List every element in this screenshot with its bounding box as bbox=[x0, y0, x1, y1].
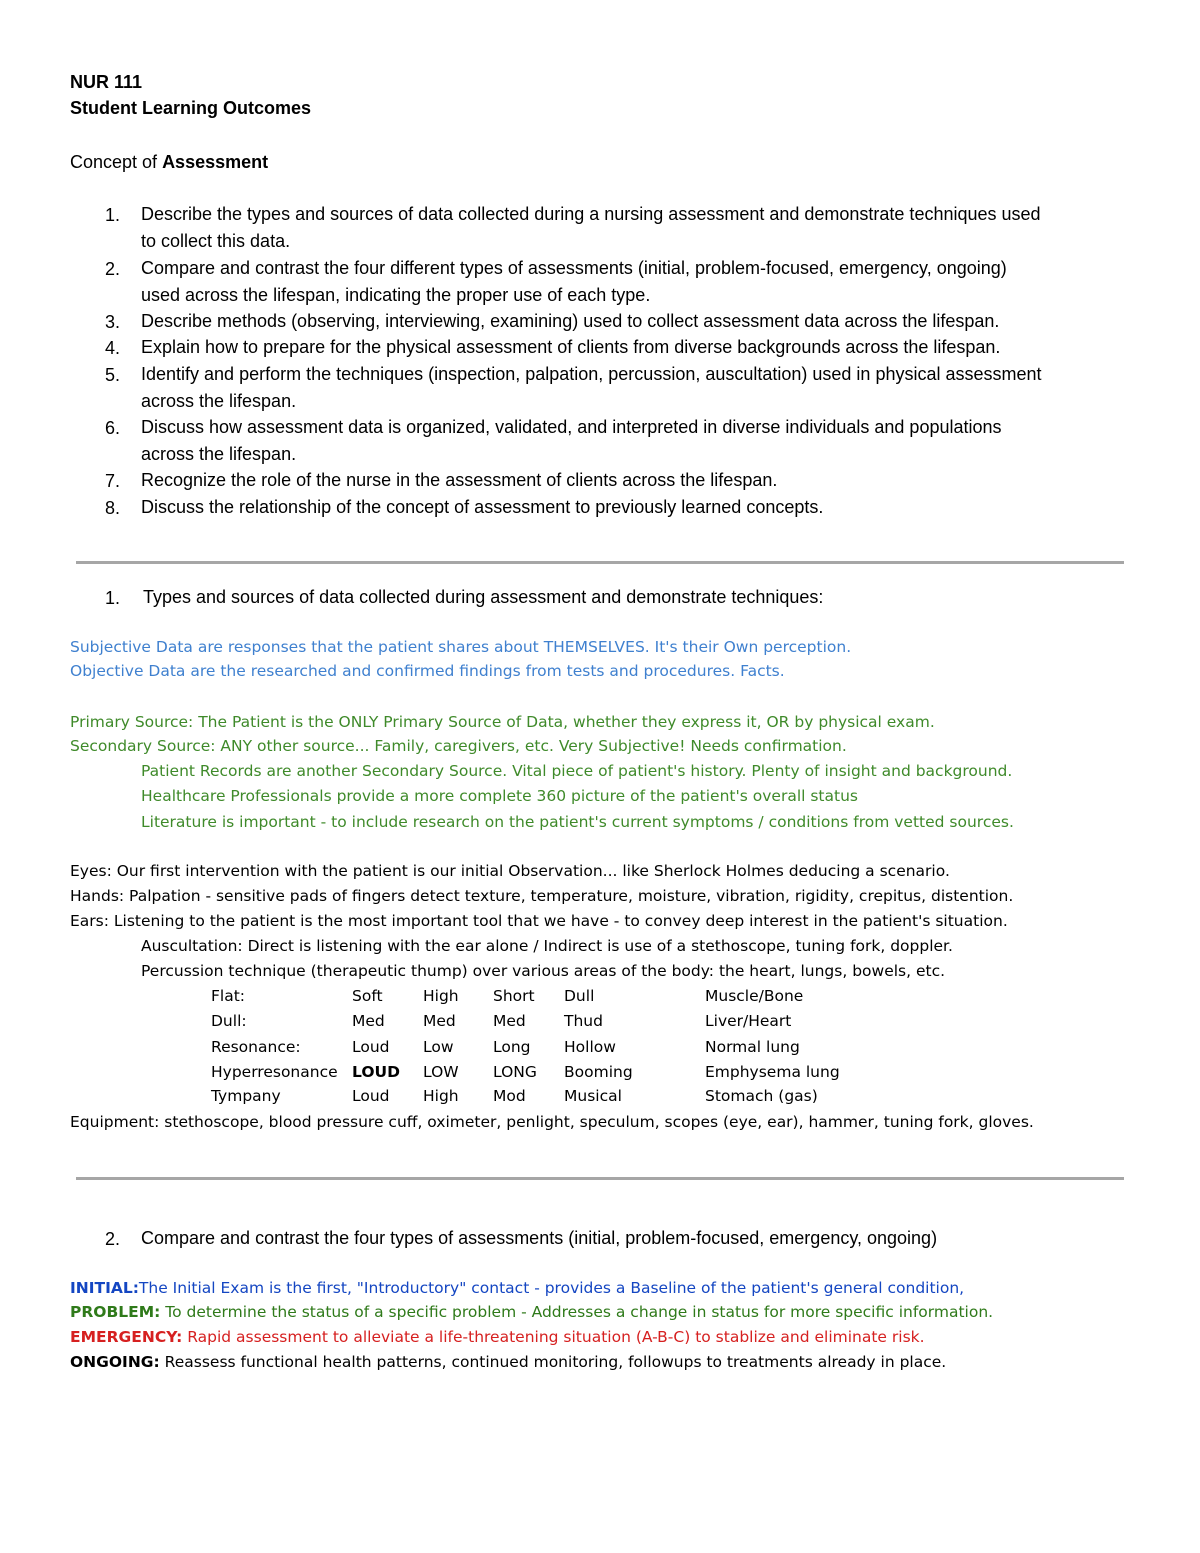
table-cell-intensity: LOUD bbox=[352, 1063, 400, 1081]
list-item-number: 5. bbox=[105, 365, 121, 385]
hands-text: Hands: Palpation - sensitive pads of fingers detect texture, temperature, moisture, vibration, rigidity, crepitus, distention. bbox=[70, 887, 1014, 905]
list-item-number: 1. bbox=[105, 205, 121, 225]
course-code: NUR 111 bbox=[70, 72, 143, 92]
table-cell-name: Flat: bbox=[211, 987, 246, 1005]
eyes-text: Eyes: Our first intervention with the patient is our initial Observation... like Sherlock Holmes deducing a scenario. bbox=[70, 862, 950, 880]
table-cell-pitch: Low bbox=[423, 1038, 454, 1056]
percussion-text: Percussion technique (therapeutic thump) over various areas of the body: the heart, lungs, bowels, etc. bbox=[141, 962, 946, 980]
section-divider bbox=[76, 1177, 1124, 1180]
section2-number: 2. bbox=[105, 1229, 121, 1249]
table-cell-quality: Thud bbox=[564, 1012, 603, 1030]
table-cell-duration: Mod bbox=[493, 1087, 526, 1105]
table-cell-intensity: Soft bbox=[352, 987, 383, 1005]
page-title: Student Learning Outcomes bbox=[70, 98, 312, 118]
table-cell-duration: Long bbox=[493, 1038, 531, 1056]
section1-number: 1. bbox=[105, 588, 121, 608]
equipment-text: Equipment: stethoscope, blood pressure cuff, oximeter, penlight, speculum, scopes (eye, ear), hammer, tuning fork, gloves. bbox=[70, 1113, 1034, 1131]
emergency-text: Rapid assessment to alleviate a life-threatening situation (A-B-C) to stablize and eliminate risk. bbox=[182, 1328, 925, 1346]
table-cell-location: Emphysema lung bbox=[705, 1063, 840, 1081]
problem-text: To determine the status of a specific problem - Addresses a change in status for more specific information. bbox=[160, 1303, 994, 1321]
table-cell-intensity: Loud bbox=[352, 1087, 390, 1105]
table-cell-duration: Med bbox=[493, 1012, 526, 1030]
table-cell-pitch: High bbox=[423, 1087, 459, 1105]
list-item-line1: Compare and contrast the four different types of assessments (initial, problem-focused, emergency, ongoing) bbox=[141, 258, 1007, 278]
patient-records-text: Patient Records are another Secondary Source. Vital piece of patient's history. Plenty of insight and background. bbox=[141, 762, 1013, 780]
table-cell-pitch: High bbox=[423, 987, 459, 1005]
list-item-number: 7. bbox=[105, 471, 121, 491]
initial-text: The Initial Exam is the first, "Introductory" contact - provides a Baseline of the patient's general condition, bbox=[138, 1279, 965, 1297]
list-item-line2: across the lifespan. bbox=[141, 444, 297, 464]
problem-label: PROBLEM: bbox=[70, 1303, 161, 1321]
concept-prefix: Concept of bbox=[70, 152, 163, 172]
list-item-number: 3. bbox=[105, 312, 121, 332]
ongoing-label: ONGOING: bbox=[70, 1353, 160, 1371]
list-item-line1: Explain how to prepare for the physical assessment of clients from diverse backgrounds across the lifespan. bbox=[141, 337, 1001, 357]
list-item-line1: Identify and perform the techniques (inspection, palpation, percussion, auscultation) used in physical assessment bbox=[141, 364, 1042, 384]
ongoing-text: Reassess functional health patterns, continued monitoring, followups to treatments already in place. bbox=[159, 1353, 947, 1371]
table-cell-quality: Hollow bbox=[564, 1038, 616, 1056]
section1-heading: Types and sources of data collected during assessment and demonstrate techniques: bbox=[143, 587, 824, 607]
table-cell-pitch: Med bbox=[423, 1012, 456, 1030]
initial-label: INITIAL: bbox=[70, 1279, 139, 1297]
list-item-line1: Describe methods (observing, interviewing, examining) used to collect assessment data across the lifespan. bbox=[141, 311, 1000, 331]
ongoing-assessment bbox=[70, 1353, 946, 1371]
table-cell-location: Stomach (gas) bbox=[705, 1087, 818, 1105]
auscultation-text: Auscultation: Direct is listening with the ear alone / Indirect is use of a stethoscope, tuning fork, doppler. bbox=[141, 937, 953, 955]
table-cell-name: Resonance: bbox=[211, 1038, 301, 1056]
problem-assessment bbox=[70, 1303, 993, 1321]
table-cell-name: Tympany bbox=[211, 1087, 281, 1105]
primary-source-text: Primary Source: The Patient is the ONLY Primary Source of Data, whether they express it, OR by physical exam. bbox=[70, 713, 935, 731]
table-cell-pitch: LOW bbox=[423, 1063, 459, 1081]
emergency-assessment bbox=[70, 1328, 925, 1346]
list-item-line1: Describe the types and sources of data collected during a nursing assessment and demonstrate techniques used bbox=[141, 204, 1041, 224]
section-divider bbox=[76, 561, 1124, 564]
table-cell-location: Normal lung bbox=[705, 1038, 800, 1056]
list-item-line2: across the lifespan. bbox=[141, 391, 297, 411]
table-cell-location: Muscle/Bone bbox=[705, 987, 804, 1005]
healthcare-professionals-text: Healthcare Professionals provide a more complete 360 picture of the patient's overall status bbox=[141, 787, 858, 805]
table-cell-intensity: Med bbox=[352, 1012, 385, 1030]
literature-text: Literature is important - to include research on the patient's current symptoms / conditions from vetted sources. bbox=[141, 813, 1014, 831]
concept-name: Assessment bbox=[162, 152, 269, 172]
concept-heading bbox=[70, 152, 268, 173]
secondary-source-text: Secondary Source: ANY other source... Family, caregivers, etc. Very Subjective! Needs confirmation. bbox=[70, 737, 847, 755]
list-item-number: 2. bbox=[105, 259, 121, 279]
objective-data-text: Objective Data are the researched and confirmed findings from tests and procedures. Facts. bbox=[70, 662, 785, 680]
table-cell-quality: Booming bbox=[564, 1063, 633, 1081]
list-item-line2: used across the lifespan, indicating the proper use of each type. bbox=[141, 285, 651, 305]
section2-heading: Compare and contrast the four types of assessments (initial, problem-focused, emergency, ongoing) bbox=[141, 1228, 938, 1248]
list-item-line1: Recognize the role of the nurse in the assessment of clients across the lifespan. bbox=[141, 470, 778, 490]
list-item-line2: to collect this data. bbox=[141, 231, 291, 251]
table-cell-name: Hyperresonance bbox=[211, 1063, 338, 1081]
list-item-line1: Discuss how assessment data is organized, validated, and interpreted in diverse individuals and populations bbox=[141, 417, 1002, 437]
subjective-data-text: Subjective Data are responses that the patient shares about THEMSELVES. It's their Own perception. bbox=[70, 638, 852, 656]
table-cell-name: Dull: bbox=[211, 1012, 247, 1030]
table-cell-quality: Dull bbox=[564, 987, 595, 1005]
ears-text: Ears: Listening to the patient is the most important tool that we have - to convey deep interest in the patient's situation. bbox=[70, 912, 1008, 930]
table-cell-intensity: Loud bbox=[352, 1038, 390, 1056]
emergency-label: EMERGENCY: bbox=[70, 1328, 183, 1346]
list-item-number: 6. bbox=[105, 418, 121, 438]
list-item-line1: Discuss the relationship of the concept of assessment to previously learned concepts. bbox=[141, 497, 824, 517]
table-cell-duration: LONG bbox=[493, 1063, 537, 1081]
table-cell-duration: Short bbox=[493, 987, 535, 1005]
initial-assessment bbox=[70, 1279, 964, 1297]
table-cell-location: Liver/Heart bbox=[705, 1012, 792, 1030]
list-item-number: 8. bbox=[105, 498, 121, 518]
table-cell-quality: Musical bbox=[564, 1087, 622, 1105]
list-item-number: 4. bbox=[105, 338, 121, 358]
